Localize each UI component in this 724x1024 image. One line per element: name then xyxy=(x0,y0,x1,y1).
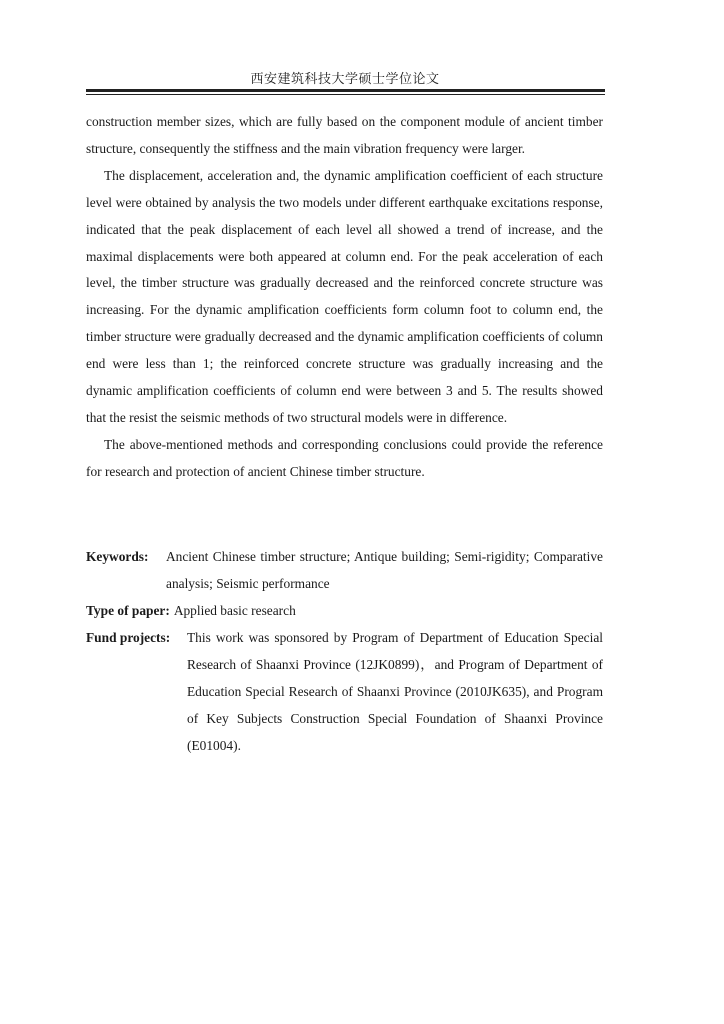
header-rule-thick xyxy=(86,89,605,92)
running-header: 西安建筑科技大学硕士学位论文 xyxy=(250,72,440,87)
fund-projects-value: This work was sponsored by Program of Department of Education Special Research of Shaanxi Province (12JK0899)，and Program of Department of Education Special Research of Shaanxi Province (2010JK635), and Program of Key Subjects Construction Special Foundation of Shaanxi Province (E01004). xyxy=(187,630,603,753)
keywords-label: Keywords: xyxy=(86,549,149,564)
paper-type-label: Type of paper: xyxy=(86,603,170,618)
paper-type-section xyxy=(86,598,603,625)
keywords-value: Ancient Chinese timber structure; Antique building; Semi-rigidity; Comparative analysis; Seismic performance xyxy=(166,549,603,591)
abstract-paragraph-results: The displacement, acceleration and, the dynamic amplification coefficient of each structure level were obtained by analysis the two models under different earthquake excitations response, indicated that the peak displacement of each level all showed a trend of increase, and the maximal displacements were both appeared at column end. For the peak acceleration of each level, the timber structure was gradually decreased and the reinforced concrete structure was increasing. For the dynamic amplification coefficients form column foot to column end, the timber structure were gradually decreased and the dynamic amplification coefficients of column end were less than 1; the reinforced concrete structure was gradually increasing and the dynamic amplification coefficients of column end were between 3 and 5. The results showed that the resist the seismic methods of two structural models were in difference. xyxy=(86,167,603,425)
paper-type-value: Applied basic research xyxy=(173,603,296,618)
abstract-paragraph-conclusion: The above-mentioned methods and corresponding conclusions could provide the reference for research and protection of ancient Chinese timber structure. xyxy=(86,436,603,479)
abstract-paragraph-continuation: construction member sizes, which are fully based on the component module of ancient timber structure, consequently the stiffness and the main vibration frequency were larger. xyxy=(86,114,603,156)
header-rule-thin xyxy=(86,94,605,95)
fund-projects-section xyxy=(86,625,603,760)
keywords-section xyxy=(86,544,603,598)
fund-projects-label: Fund projects: xyxy=(86,630,171,645)
abstract-body xyxy=(86,109,603,486)
